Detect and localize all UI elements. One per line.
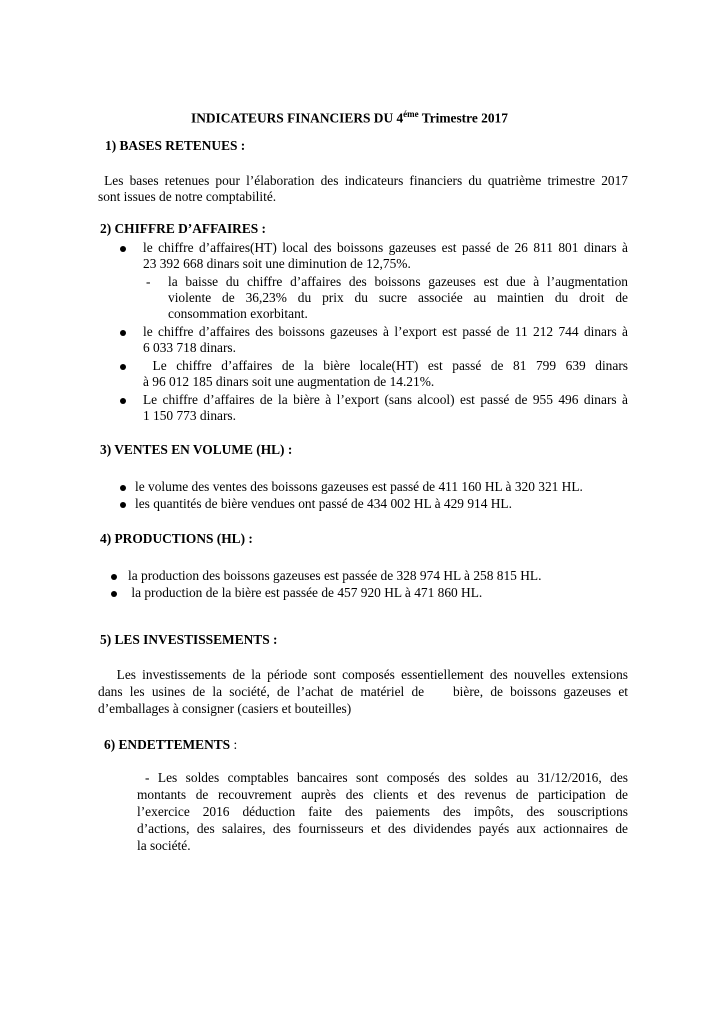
bullet-icon bbox=[120, 502, 126, 508]
revenue-bullet-2-line-2: 6 033 718 dinars. bbox=[143, 340, 236, 355]
section-6-heading-label: 6) ENDETTEMENTS bbox=[104, 737, 231, 752]
bullet-icon bbox=[120, 485, 126, 491]
volume-item-2: les quantités de bière vendues ont passé de 434 002 HL à 429 914 HL. bbox=[135, 496, 512, 511]
revenue-bullet-2-line-1: le chiffre d’affaires des boissons gazeuses à l’export est passé de 11 212 744 dinars à bbox=[143, 324, 628, 339]
sub-dash: - bbox=[146, 274, 151, 289]
revenue-bullet-3-line-2: à 96 012 185 dinars soit une augmentation de 14.21%. bbox=[143, 374, 435, 389]
investments-line-3: d’emballages à consigner (casiers et bouteilles) bbox=[98, 701, 352, 716]
volume-item-1: le volume des ventes des boissons gazeuses est passé de 411 160 HL à 320 321 HL. bbox=[135, 479, 583, 494]
section-1-line-1: Les bases retenues pour l’élaboration des indicateurs financiers du quatrième trimestre 2017 bbox=[98, 173, 628, 188]
revenue-sub-line-2: violente de 36,23% du prix du sucre associée au maintien du droit de bbox=[168, 290, 628, 305]
revenue-bullet-3-line-1: Le chiffre d’affaires de la bière locale(HT) est passé de 81 799 639 dinars bbox=[143, 358, 628, 373]
title-superscript: éme bbox=[403, 109, 419, 119]
revenue-sub-line-3: consommation exorbitant. bbox=[168, 306, 308, 321]
bullet-icon bbox=[120, 398, 126, 404]
revenue-bullet-4-line-1: Le chiffre d’affaires de la bière à l’export (sans alcool) est passé de 955 496 dinars à bbox=[143, 392, 628, 407]
debt-line-4: d’actions, des salaires, des fournisseurs et des dividendes payés aux actionnaires de bbox=[137, 821, 628, 836]
debt-line-2: montants de recouvrement auprès des clients et des revenus de participation de bbox=[137, 787, 628, 802]
section-6-heading bbox=[104, 737, 237, 753]
section-1-heading: 1) BASES RETENUES : bbox=[105, 138, 246, 153]
section-5-heading: 5) LES INVESTISSEMENTS : bbox=[100, 632, 278, 647]
bullet-icon bbox=[111, 591, 117, 597]
investments-line-1: Les investissements de la période sont composés essentiellement des nouvelles extensions bbox=[98, 667, 628, 682]
bullet-icon bbox=[111, 574, 117, 580]
section-2-heading: 2) CHIFFRE D’AFFAIRES : bbox=[100, 221, 267, 236]
bullet-icon bbox=[120, 330, 126, 336]
debt-line-3: l’exercice 2016 déduction faite des paiements des impôts, des souscriptions bbox=[137, 804, 628, 819]
revenue-sub-line-1: la baisse du chiffre d’affaires des boissons gazeuses est due à l’augmentation bbox=[168, 274, 628, 289]
revenue-bullet-1-line-2: 23 392 668 dinars soit une diminution de 12,75%. bbox=[143, 256, 411, 271]
revenue-bullet-1-line-1: le chiffre d’affaires(HT) local des boissons gazeuses est passé de 26 811 801 dinars à bbox=[143, 240, 628, 255]
section-3-heading: 3) VENTES EN VOLUME (HL) : bbox=[100, 442, 293, 457]
page-title bbox=[191, 106, 508, 126]
section-6-heading-colon: : bbox=[230, 737, 238, 752]
revenue-bullet-4-line-2: 1 150 773 dinars. bbox=[143, 408, 236, 423]
debt-line-1: - Les soldes comptables bancaires sont composés des soldes au 31/12/2016, des bbox=[145, 770, 628, 785]
production-item-2: la production de la bière est passée de 457 920 HL à 471 860 HL. bbox=[128, 585, 483, 600]
debt-line-5: la société. bbox=[137, 838, 191, 853]
section-1-line-2: sont issues de notre comptabilité. bbox=[98, 189, 277, 204]
section-4-heading: 4) PRODUCTIONS (HL) : bbox=[100, 531, 253, 546]
bullet-icon bbox=[120, 364, 126, 370]
bullet-icon bbox=[120, 246, 126, 252]
title-main: INDICATEURS FINANCIERS DU 4 bbox=[191, 110, 404, 126]
production-item-1: la production des boissons gazeuses est passée de 328 974 HL à 258 815 HL. bbox=[128, 568, 542, 583]
title-tail: Trimestre 2017 bbox=[418, 110, 508, 126]
investments-line-2: dans les usines de la société, de l’achat de matériel de bière, de boissons gazeuses et bbox=[98, 684, 628, 699]
